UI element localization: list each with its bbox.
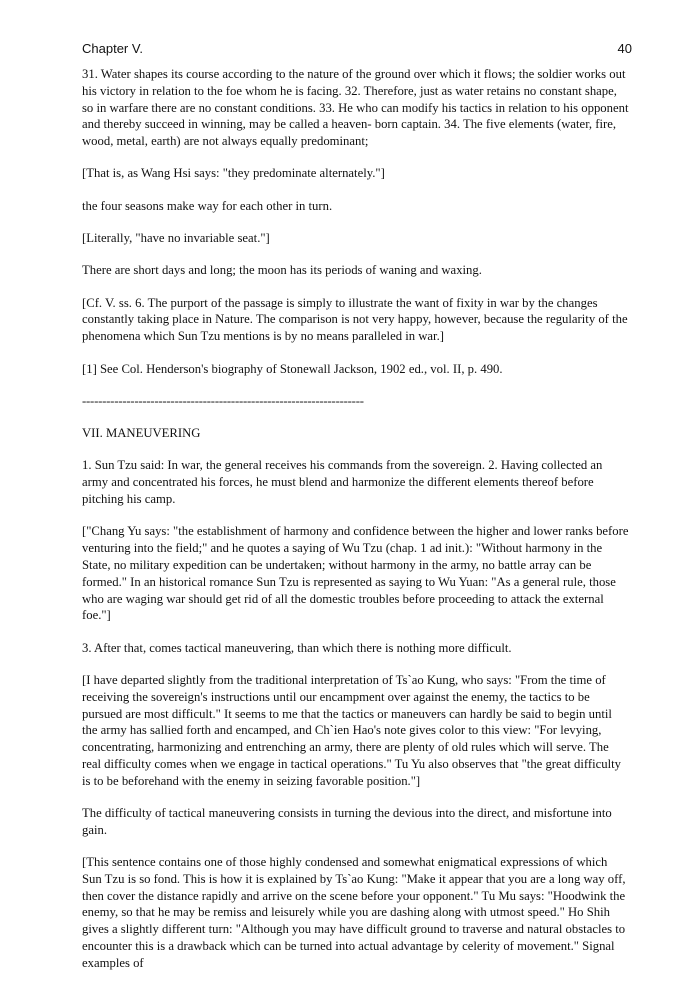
section-title: VII. MANEUVERING: [82, 426, 201, 441]
chapter-header: Chapter V.: [82, 41, 143, 56]
paragraph-sun-tzu-said: 1. Sun Tzu said: In war, the general receives his commands from the sovereign. 2. Having collected an army and concentrated his forces, he must blend and harmonize the different elements thereof before pitching his camp.: [82, 458, 603, 507]
paragraph-condensed-sentence-note: [This sentence contains one of those highly condensed and somewhat enigmatical expressions of which Sun Tzu is so fond. This is how it is explained by Ts`ao Kung: "Make it appear that you are a long way off, then cover the distance rapidly and arrive on the scene before your opponent." Tu Mu says: "Hoodwink the enemy, so that he may be remiss and leisurely while you are dashing along with utmost speed." Ho Shih gives a slightly different turn: "Although you may have difficult ground to traverse and natural obstacles to encounter this is a drawback which can be turned into actual advantage by celerity of movement." Signal examples of: [82, 855, 626, 970]
section-divider: ----------------------------------------------------------------------: [82, 393, 364, 408]
footnote-henderson: [1] See Col. Henderson's biography of Stonewall Jackson, 1902 ed., vol. II, p. 490.: [82, 361, 503, 376]
paragraph-short-days: There are short days and long; the moon has its periods of waning and waxing.: [82, 263, 482, 278]
paragraph-tactical-maneuvering: 3. After that, comes tactical maneuvering, than which there is nothing more difficult.: [82, 640, 512, 655]
paragraph-difficulty: The difficulty of tactical maneuvering consists in turning the devious into the direct, and misfortune into gain.: [82, 806, 612, 837]
paragraph-four-seasons: the four seasons make way for each other in turn.: [82, 198, 333, 213]
paragraph-chang-yu-note: ["Chang Yu says: "the establishment of harmony and confidence between the higher and lower ranks before venturing into the field;" and he quotes a saying of Wu Tzu (chap. 1 ad init.): "Without harmony in the State, no military expedition can be undertaken; without harmony in the army, no battle array can be formed." In an historical romance Sun Tzu is represented as saying to Wu Yuan: "As a general rule, those who are waging war should get rid of all the domestic troubles before proceeding to attack the external foe."]: [82, 524, 629, 623]
body-text: [82, 66, 630, 987]
page-number: 40: [617, 41, 632, 56]
paragraph-water-shapes: 31. Water shapes its course according to the nature of the ground over which it flows; the soldier works out his victory in relation to the foe whom he is facing. 32. Therefore, just as water retains no constant shape, so in warfare there are no constant conditions. 33. He who can modify his tactics in relation to his opponent and thereby succeed in winning, may be called a heaven- born captain. 34. The five elements (water, fire, wood, metal, earth) are not always equally predominant;: [82, 67, 629, 149]
paragraph-cf-note: [Cf. V. ss. 6. The purport of the passage is simply to illustrate the want of fixity in war by the changes constantly taking place in Nature. The comparison is not very happy, however, because the regularity of the phenomena which Sun Tzu mentions is by no means paralleled in war.]: [82, 295, 628, 344]
paragraph-wang-hsi-note: [That is, as Wang Hsi says: "they predominate alternately."]: [82, 166, 385, 181]
paragraph-tsao-kung-note: [I have departed slightly from the traditional interpretation of Ts`ao Kung, who says: "From the time of receiving the sovereign's instructions until our encampment over against the enemy, the tactics to be pursued are most difficult." It seems to me that the tactics or maneuvers can hardly be said to begin until the army has sallied forth and encamped, and Ch`ien Hao's note gives color to this view: "For levying, concentrating, harmonizing and entrenching an army, there are plenty of old rules which will serve. The real difficulty comes when we engage in tactical operations." Tu Yu also observes that "the great difficulty is to be beforehand with the enemy in seizing favorable position."]: [82, 672, 621, 788]
paragraph-literally-note: [Literally, "have no invariable seat."]: [82, 231, 270, 246]
